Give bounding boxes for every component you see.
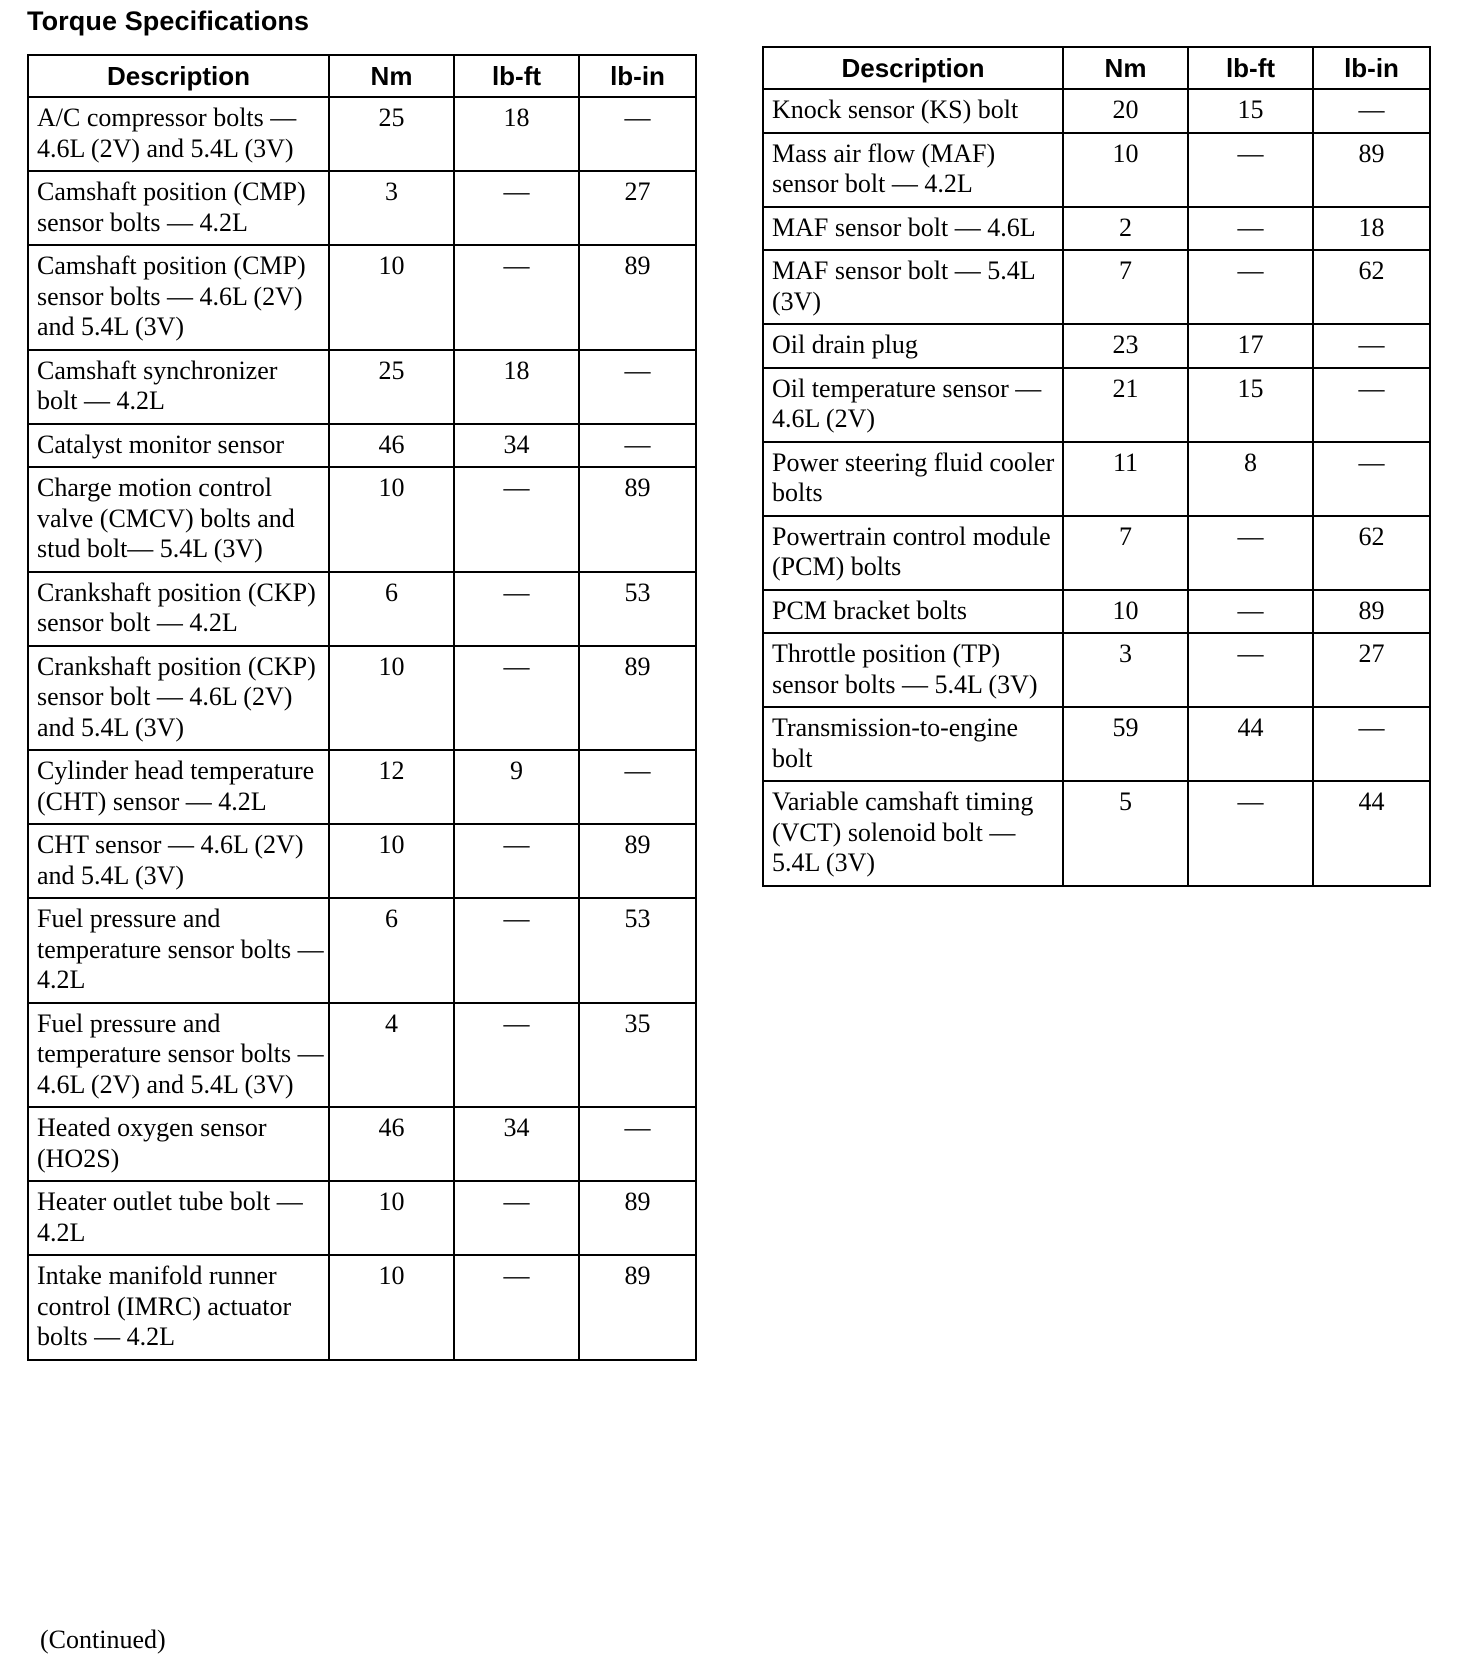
cell-description: MAF sensor bolt — 4.6L	[763, 207, 1063, 251]
cell-description: Transmission-to-engine bolt	[763, 707, 1063, 781]
cell-nm: 4	[329, 1003, 454, 1108]
cell-nm: 10	[329, 824, 454, 898]
cell-description: Catalyst monitor sensor	[28, 424, 329, 468]
cell-lbin: —	[1313, 89, 1430, 133]
cell-nm: 10	[329, 1255, 454, 1360]
cell-nm: 59	[1063, 707, 1188, 781]
table-row	[28, 97, 696, 171]
cell-lbin: 53	[579, 898, 696, 1003]
cell-lbft: 44	[1188, 707, 1313, 781]
cell-lbft: 9	[454, 750, 579, 824]
cell-lbft: 34	[454, 1107, 579, 1181]
column-header-lbft: lb-ft	[1188, 47, 1313, 89]
cell-lbft: —	[454, 245, 579, 350]
cell-description: Oil temperature sensor — 4.6L (2V)	[763, 368, 1063, 442]
cell-description: Variable camshaft timing (VCT) solenoid bolt — 5.4L (3V)	[763, 781, 1063, 886]
table-row	[763, 590, 1430, 634]
cell-lbin: 89	[1313, 590, 1430, 634]
table-row	[763, 133, 1430, 207]
cell-description: PCM bracket bolts	[763, 590, 1063, 634]
cell-lbft: 18	[454, 350, 579, 424]
cell-nm: 10	[329, 467, 454, 572]
cell-lbft: —	[1188, 590, 1313, 634]
cell-lbin: 89	[579, 646, 696, 751]
table-header-row	[763, 47, 1430, 89]
cell-description: Crankshaft position (CKP) sensor bolt — 4.2L	[28, 572, 329, 646]
cell-nm: 46	[329, 424, 454, 468]
table-row	[28, 898, 696, 1003]
cell-lbin: 18	[1313, 207, 1430, 251]
cell-lbft: —	[454, 171, 579, 245]
cell-nm: 20	[1063, 89, 1188, 133]
cell-nm: 46	[329, 1107, 454, 1181]
cell-description: Powertrain control module (PCM) bolts	[763, 516, 1063, 590]
cell-lbin: —	[579, 424, 696, 468]
cell-lbin: —	[579, 750, 696, 824]
cell-lbin: —	[579, 350, 696, 424]
column-header-description: Description	[763, 47, 1063, 89]
cell-lbft: 15	[1188, 368, 1313, 442]
table-row	[763, 89, 1430, 133]
cell-lbft: —	[1188, 207, 1313, 251]
cell-lbin: 89	[579, 1181, 696, 1255]
cell-lbin: 27	[579, 171, 696, 245]
column-header-lbin: lb-in	[579, 55, 696, 97]
cell-lbft: 34	[454, 424, 579, 468]
table-row	[28, 350, 696, 424]
table-row	[28, 646, 696, 751]
cell-nm: 5	[1063, 781, 1188, 886]
table-row	[28, 750, 696, 824]
cell-description: Power steering fluid cooler bolts	[763, 442, 1063, 516]
cell-lbft: 18	[454, 97, 579, 171]
cell-description: Cylinder head temperature (CHT) sensor — 4.2L	[28, 750, 329, 824]
cell-lbft: 15	[1188, 89, 1313, 133]
cell-nm: 25	[329, 97, 454, 171]
column-header-lbin: lb-in	[1313, 47, 1430, 89]
table-row	[763, 207, 1430, 251]
table-row	[763, 781, 1430, 886]
cell-description: Charge motion control valve (CMCV) bolts and stud bolt— 5.4L (3V)	[28, 467, 329, 572]
cell-description: A/C compressor bolts — 4.6L (2V) and 5.4L (3V)	[28, 97, 329, 171]
cell-lbft: —	[454, 898, 579, 1003]
cell-nm: 10	[329, 646, 454, 751]
cell-nm: 23	[1063, 324, 1188, 368]
cell-lbin: 89	[579, 1255, 696, 1360]
cell-description: CHT sensor — 4.6L (2V) and 5.4L (3V)	[28, 824, 329, 898]
page-title: Torque Specifications	[27, 6, 310, 36]
table-row	[28, 424, 696, 468]
cell-lbin: —	[579, 1107, 696, 1181]
cell-nm: 10	[1063, 590, 1188, 634]
cell-lbft: —	[1188, 133, 1313, 207]
continued-note: (Continued)	[40, 1625, 166, 1654]
cell-nm: 7	[1063, 516, 1188, 590]
column-header-nm: Nm	[329, 55, 454, 97]
cell-lbft: —	[454, 1255, 579, 1360]
table-row	[763, 633, 1430, 707]
cell-lbin: —	[1313, 368, 1430, 442]
cell-lbft: —	[454, 1181, 579, 1255]
table-row	[28, 245, 696, 350]
column-header-nm: Nm	[1063, 47, 1188, 89]
cell-nm: 6	[329, 898, 454, 1003]
cell-lbft: —	[454, 1003, 579, 1108]
cell-lbft: —	[1188, 781, 1313, 886]
cell-lbin: 62	[1313, 250, 1430, 324]
cell-description: Fuel pressure and temperature sensor bolts — 4.2L	[28, 898, 329, 1003]
cell-nm: 3	[1063, 633, 1188, 707]
cell-description: Throttle position (TP) sensor bolts — 5.4L (3V)	[763, 633, 1063, 707]
cell-nm: 7	[1063, 250, 1188, 324]
cell-nm: 12	[329, 750, 454, 824]
table-row	[28, 1107, 696, 1181]
cell-lbft: —	[1188, 516, 1313, 590]
cell-lbft: 8	[1188, 442, 1313, 516]
table-row	[28, 467, 696, 572]
table-row	[28, 1181, 696, 1255]
cell-lbin: 89	[579, 467, 696, 572]
cell-lbft: —	[454, 824, 579, 898]
cell-nm: 11	[1063, 442, 1188, 516]
cell-lbft: —	[1188, 250, 1313, 324]
cell-lbin: 62	[1313, 516, 1430, 590]
cell-nm: 6	[329, 572, 454, 646]
table-row	[28, 824, 696, 898]
table-row	[763, 442, 1430, 516]
cell-lbin: 53	[579, 572, 696, 646]
cell-lbin: —	[1313, 707, 1430, 781]
cell-nm: 25	[329, 350, 454, 424]
cell-lbin: 27	[1313, 633, 1430, 707]
table-row	[763, 707, 1430, 781]
cell-lbin: —	[1313, 442, 1430, 516]
table-row	[28, 1003, 696, 1108]
torque-table-left	[27, 54, 697, 1361]
torque-table-right	[762, 46, 1431, 887]
cell-lbin: 89	[1313, 133, 1430, 207]
cell-lbin: —	[579, 97, 696, 171]
table-row	[28, 1255, 696, 1360]
cell-lbft: —	[454, 572, 579, 646]
cell-description: Knock sensor (KS) bolt	[763, 89, 1063, 133]
cell-lbin: 89	[579, 824, 696, 898]
column-header-description: Description	[28, 55, 329, 97]
cell-lbft: —	[454, 467, 579, 572]
table-row	[763, 516, 1430, 590]
cell-lbin: 44	[1313, 781, 1430, 886]
table-row	[28, 572, 696, 646]
table-row	[763, 250, 1430, 324]
cell-lbft: —	[1188, 633, 1313, 707]
cell-description: Camshaft position (CMP) sensor bolts — 4.6L (2V) and 5.4L (3V)	[28, 245, 329, 350]
cell-lbft: —	[454, 646, 579, 751]
cell-lbin: —	[1313, 324, 1430, 368]
cell-description: Heater outlet tube bolt — 4.2L	[28, 1181, 329, 1255]
cell-nm: 21	[1063, 368, 1188, 442]
cell-description: Crankshaft position (CKP) sensor bolt — 4.6L (2V) and 5.4L (3V)	[28, 646, 329, 751]
cell-nm: 3	[329, 171, 454, 245]
cell-nm: 10	[1063, 133, 1188, 207]
cell-description: Oil drain plug	[763, 324, 1063, 368]
table-row	[28, 171, 696, 245]
cell-lbin: 89	[579, 245, 696, 350]
cell-description: Camshaft synchronizer bolt — 4.2L	[28, 350, 329, 424]
cell-description: Heated oxygen sensor (HO2S)	[28, 1107, 329, 1181]
column-header-lbft: lb-ft	[454, 55, 579, 97]
cell-nm: 10	[329, 245, 454, 350]
cell-description: MAF sensor bolt — 5.4L (3V)	[763, 250, 1063, 324]
table-header-row	[28, 55, 696, 97]
cell-lbft: 17	[1188, 324, 1313, 368]
cell-lbin: 35	[579, 1003, 696, 1108]
cell-description: Fuel pressure and temperature sensor bolts — 4.6L (2V) and 5.4L (3V)	[28, 1003, 329, 1108]
cell-nm: 10	[329, 1181, 454, 1255]
cell-description: Mass air flow (MAF) sensor bolt — 4.2L	[763, 133, 1063, 207]
table-row	[763, 324, 1430, 368]
cell-description: Intake manifold runner control (IMRC) actuator bolts — 4.2L	[28, 1255, 329, 1360]
table-row	[763, 368, 1430, 442]
cell-nm: 2	[1063, 207, 1188, 251]
cell-description: Camshaft position (CMP) sensor bolts — 4.2L	[28, 171, 329, 245]
